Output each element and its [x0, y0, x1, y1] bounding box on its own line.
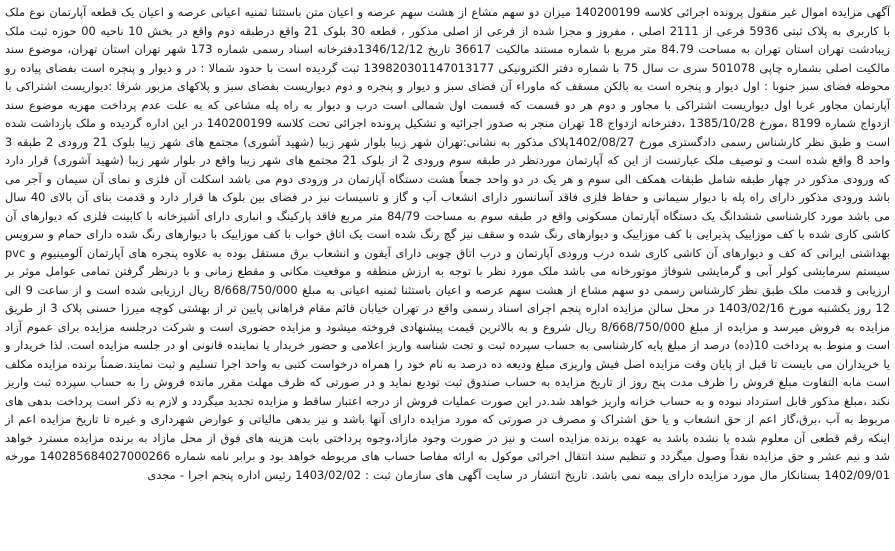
- auction-notice-text: آگهی مزایده اموال غیر منقول پرونده اجرائی کلاسه 140200199 میزان دو سهم مشاع از هشت سهم عرصه و اعیان متن باستثنا ثمنیه اعیانی عرصه و اعیان یک قطعه آپارتمان نوع ملک با کاربری به پلاک ثبتی 5936 فرعی از 2111 اصلی ، مفروز و مجزا شده از فرعی از اصلی مذکور ، قطعه 30 بلوک 21 واقع درطبقه دوم واقع در بخش 10 ناحیه 00 حوزه ثبت ملک زیبادشت تهران استان تهران به مساحت 84.79 متر مربع با شماره مستند مالکیت 36617 تاریخ 1346/12/12دفترخانه اسناد رسمی شماره 173 شهر تهران استان تهران، موضوع سند مالکیت اصلی بشماره چاپی 501078 سری ت سال 75 با شماره دفتر الکترونیکی 13982030114701​3177 ثبت گردیده است با حدود شمالا : در و دیوار و پنجره است بفضای پیاده رو محوطه فضای سبز جنوبا : اول دیوار و پنجره است به بالکن مسقف که ماوراء آن فضای سبز و دیوار و پنجره و دوم دیواریست بفضای سبز و پلاکهای مزبور شرقا :دیواریست اشتراکی با آپارتمان مجاور غربا اول دیواریست اشتراکی با مجاور و دوم هر دو قسمت که قسمت اول شمالی است درب و دیوار به راه پله مشاعی که به علت عدم پرداخت مهریه موضوع سند ازدواج شماره 8199 ،مورخ 1385/10/28 ،دفترخانه ازدواج 18 تهران منجر به صدور اجرائیه و تشکیل پرونده اجرائی تحت کلاسه 140200199 در این اداره گردیده و ملک بازداشت شده است و طبق نظر کارشناس رسمی دادگستری مورخ 1402/08/27پلاک مذکور به نشانی:تهران شهر زیبا بلوار شهر زیبا (شهید آشوری) مجتمع های شهر زیبا بلوک 21 ورودی 2 طبقه 3 واحد 8 واقع شده است و توصیف ملک عبارتست از این که آپارتمان موردنظر در طبقه سوم ورودی 2 از بلوک 21 مجتمع های شهر زیبا واقع در بلوار شهر زیبا (شهید آشوری) قرار دارد که ورودی مذکور در چهار طبقه شامل طبقات همکف الی سوم و هر یک در دو واحد جمعاً هشت دستگاه آپارتمان در ورودی دوم می باشد اسکلت آن فلزی و نمای آن سیمان و آجر می باشد ورودی مذکور دارای راه پله با دیوار سیمانی و حفاظ فلزی فاقد آسانسور دارای انشعاب آب و گاز و تاسیسات نیز در فضای بین بلوک ها قرار دارد و قدمت بنای آن بالای 40 سال می باشد مورد کارشناسی ششدانگ یک دستگاه آپارتمان مسکونی واقع در طبقه سوم به مساحت 84/79 متر مربع فاقد پارکینگ و انباری دارای آشپزخانه با کابینت فلزی که دیوارهای آن کاشی کاری شده با کف موزاییک پذیرایی با کف موزاییک و دیوارهای رنگ شده و سقف نیز گچ رنگ شده است یک اتاق خواب با کف موزاییک با دیوارهای رنگ شده دارای حمام و سرویس بهداشتی ایرانی که کف و دیوارهای آن کاشی کاری شده درب ورودی آپارتمان و درب اتاق چوبی دارای آیفون و انشعاب برق مستقل بوده به علاوه پنجره های آپارتمان آلومینیوم و pvc سیستم سرمایشی کولر آبی و گرمایشی شوفاژ موتورخانه می باشد ملک مورد نظر با توجه به ارزش منطقه و موقعیت مکانی و مقطع زمانی و با درنظر گرفتن تمامی عوامل موثر بر ارزیابی و قدمت ملک طبق نظر کارشناس رسمی دو سهم مشاع از هشت سهم عرصه و اعیان باستثنا ثمنیه اعیانی به مبلغ 8/668/750/000 ریال ارزیابی شده است و از ساعت 9 الی 12 روز یکشنبه مورخ 1403/02/16 در محل سالن مزایده اداره پنجم اجرای اسناد رسمی واقع در تهران خیابان قائم مقام فراهانی پایین تر از بهشتی کوچه میرزا حسنی پلاک 3 از طریق مزایده به فروش میرسد و مزایده از مبلغ 8/668/750/000 ریال شروع و به بالاترین قیمت پیشنهادی فروخته میشود و مزایده حضوری است و شرکت درجلسه مزایده برای عموم آزاد است و منوط به پرداخت 10(ده) درصد از مبلغ پایه کارشناسی به حساب سپرده ثبت و تحت شناسه واریز اعلامی و حضور خریدار یا نماینده قانونی او در جلسه مزایده است. لذا خریدار و یا خریداران می بایست تا قبل از پایان وقت مزایده اصل فیش واریزی مبلغ ودیعه ده درصد به نام خود را همراه درخواست کتبی به واحد اجرا تسلیم و ثبت نمایند.ضمناً برنده مزایده مکلف است مابه التفاوت مبلغ فروش را ظرف مدت پنج روز از تاریخ مزایده به حساب صندوق ثبت تودیع نماید و در صورتی که ظرف مهلت مقرر مانده فروش را به حساب سپرده ثبت واریز نکند ،مبلغ مذکور قابل استرداد نبوده و به حساب خزانه واریز خواهد شد.در این صورت عملیات فروش از درجه اعتبار ساقط و مزایده تجدید میگردد و لازم به ذکر است پرداخت بدهی های مربوط به آب ،برق،گاز اعم از حق انشعاب و یا حق اشتراک و مصرف در صورتی که مورد مزایده دارای آنها باشد و نیز بدهی مالیاتی و عوارض شهرداری و غیره تا تاریخ مزایده اعم از اینکه رقم قطعی آن معلوم شده یا نشده باشد به عهده برنده مزایده است و نیز در صورت وجود مازاد،وجوه پرداختی بابت هزینه های فوق از محل مازاد به برنده مزایده مسترد خواهد شد و نیم عشر و حق مزایده نقداً وصول میگردد و تنظیم سند انتقال اجرائی موکول به ارائه مفاصا حساب های مربوطه خواهد بود و برابر نامه شماره 140285684027000266 مورخه 1402/09/01 بستانکار مال مورد مزایده دارای بیمه نمی باشد. تاریخ انتشار در سایت آگهی های سازمان ثبت : 1403/02/02 رئیس اداره پنجم اجرا - مجدی: [0, 0, 895, 551]
